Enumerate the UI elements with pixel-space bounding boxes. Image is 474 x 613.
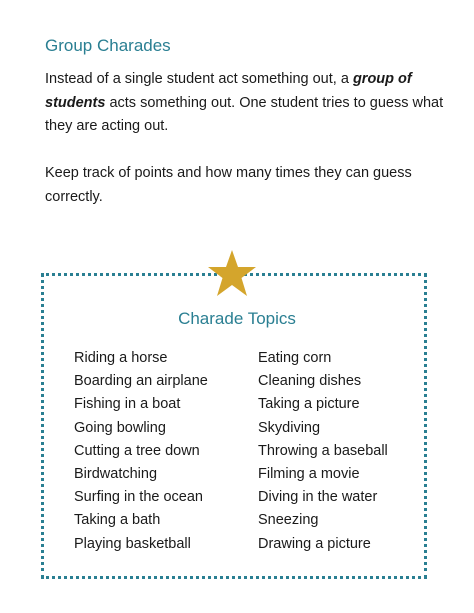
topic-item: Surfing in the ocean xyxy=(74,489,203,506)
topic-item: Skydiving xyxy=(258,419,321,436)
topic-item: Throwing a baseball xyxy=(258,442,388,459)
topics-title: Charade Topics xyxy=(178,309,296,328)
topic-item: Playing basketball xyxy=(74,535,191,552)
topic-item: Riding a horse xyxy=(74,350,168,366)
intro-paragraph xyxy=(45,68,445,139)
star-icon xyxy=(207,249,257,299)
topics-list-left xyxy=(74,347,208,556)
topic-item: Boarding an airplane xyxy=(74,373,208,390)
topic-item: Diving in the water xyxy=(258,489,378,506)
topic-item: Filming a movie xyxy=(258,465,360,482)
intro-text-end: acts something out. One student tries to guess what they are acting out. xyxy=(45,94,444,134)
intro-text-start: Instead of a single student act something out, a xyxy=(45,71,349,87)
topic-item: Cutting a tree down xyxy=(74,442,200,459)
topics-list-right xyxy=(258,347,388,556)
tracking-paragraph: Keep track of points and how many times they can guess correctly. xyxy=(45,165,412,205)
topic-item: Eating corn xyxy=(258,350,332,366)
intro-emphasis: group of students xyxy=(45,71,412,111)
topic-item: Going bowling xyxy=(74,419,166,436)
topic-item: Taking a bath xyxy=(74,512,161,529)
page-heading: Group Charades xyxy=(45,36,171,55)
topic-item: Cleaning dishes xyxy=(258,373,362,390)
topic-item: Taking a picture xyxy=(258,396,360,413)
topic-item: Drawing a picture xyxy=(258,535,371,552)
topic-item: Sneezing xyxy=(258,512,319,529)
topic-item: Fishing in a boat xyxy=(74,396,181,413)
topic-item: Birdwatching xyxy=(74,465,158,482)
